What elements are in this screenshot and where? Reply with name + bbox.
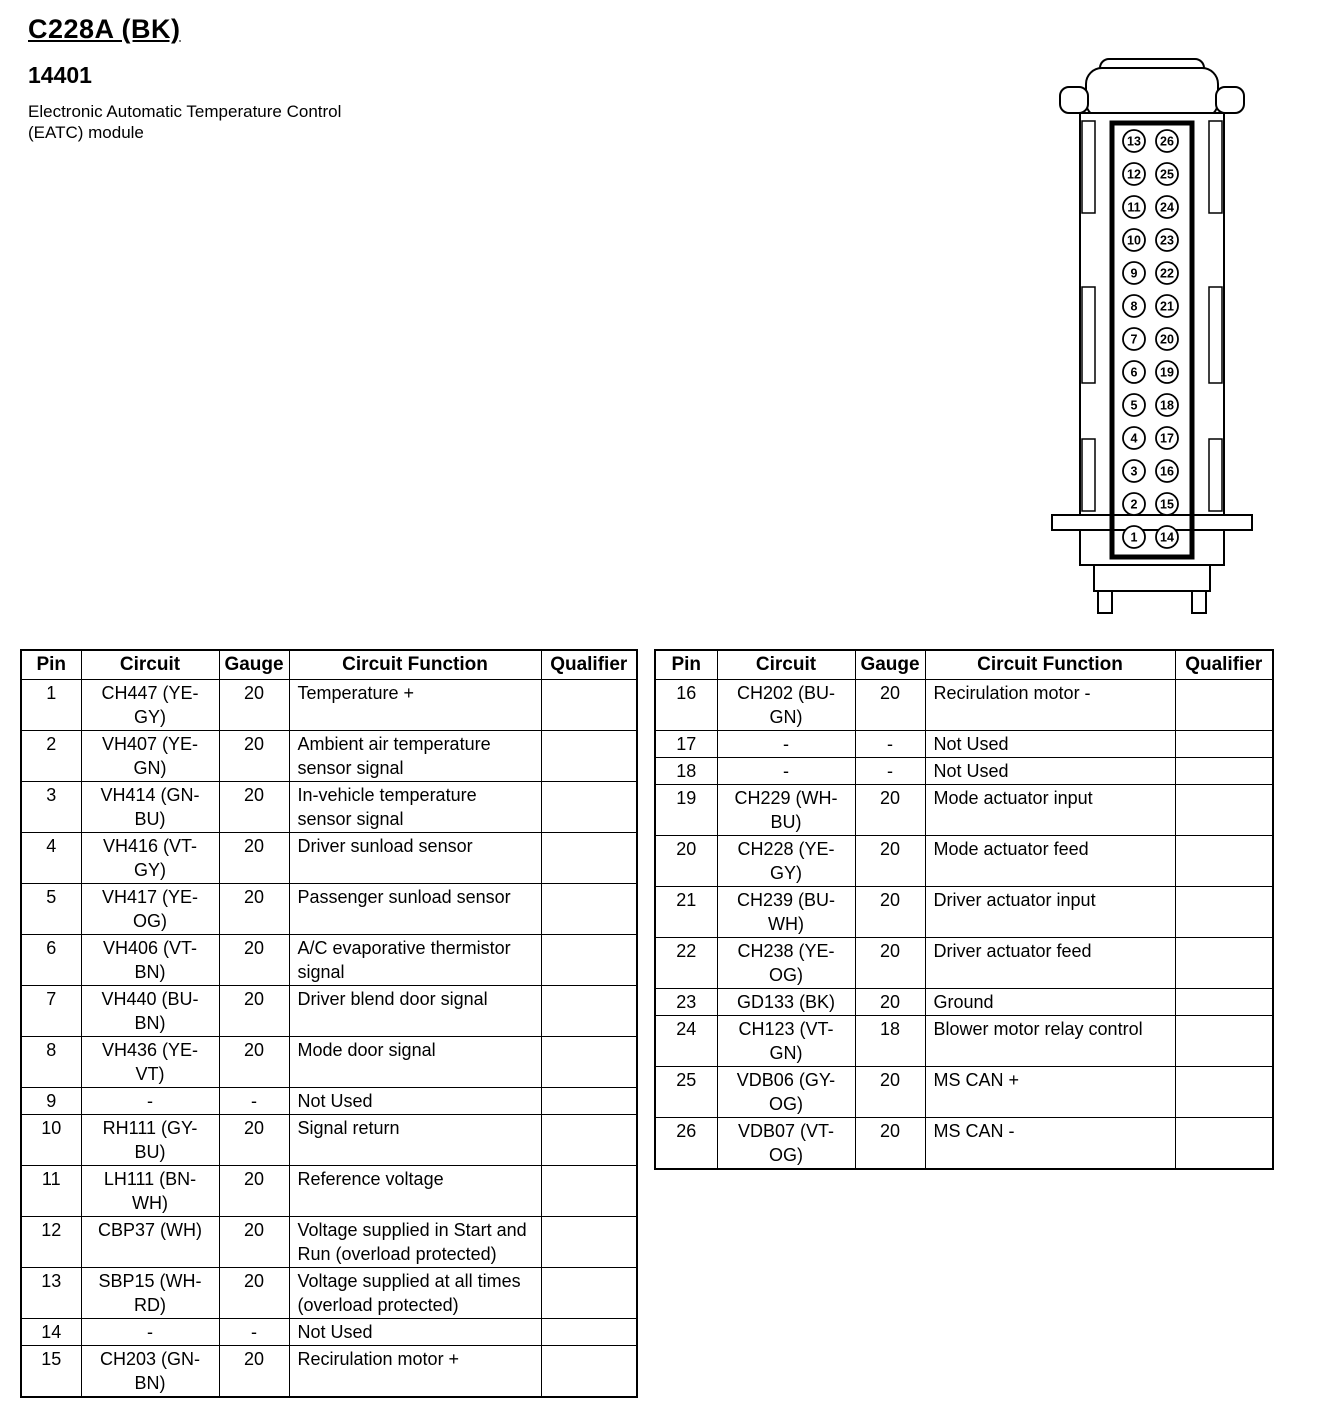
column-header-pin: Pin <box>21 650 81 680</box>
connector-dome <box>1086 68 1218 118</box>
module-description-line1: Electronic Automatic Temperature Control <box>28 102 342 121</box>
svg-text:12: 12 <box>1127 167 1141 182</box>
function-cell: Reference voltage <box>289 1166 541 1217</box>
pin-row <box>21 1166 637 1217</box>
svg-text:18: 18 <box>1160 398 1174 413</box>
qualifier-cell <box>541 680 637 731</box>
pin-row <box>655 680 1273 731</box>
connector-slot <box>1082 287 1095 383</box>
pin-cell: 15 <box>21 1346 81 1398</box>
column-header-circuit: Circuit <box>81 650 219 680</box>
pin-cell: 2 <box>21 731 81 782</box>
circuit-cell: GD133 (BK) <box>717 989 855 1016</box>
column-header-gauge: Gauge <box>855 650 925 680</box>
qualifier-cell <box>1175 785 1273 836</box>
circuit-cell: VH406 (VT-BN) <box>81 935 219 986</box>
qualifier-cell <box>1175 731 1273 758</box>
pin-row <box>655 989 1273 1016</box>
pin-cell: 7 <box>21 986 81 1037</box>
function-cell: Not Used <box>289 1319 541 1346</box>
pin-row <box>655 1016 1273 1067</box>
qualifier-cell <box>541 1268 637 1319</box>
connector-pin-23 <box>1156 229 1178 251</box>
qualifier-cell <box>541 782 637 833</box>
connector-foot-right <box>1192 591 1206 613</box>
module-description-line2: (EATC) module <box>28 123 144 142</box>
connector-pin-2 <box>1123 493 1145 515</box>
function-cell: Mode actuator feed <box>925 836 1175 887</box>
gauge-cell: - <box>855 731 925 758</box>
gauge-cell: - <box>219 1319 289 1346</box>
pin-row <box>21 1037 637 1088</box>
svg-text:9: 9 <box>1130 266 1138 281</box>
svg-text:17: 17 <box>1160 431 1174 446</box>
pin-cell: 24 <box>655 1016 717 1067</box>
gauge-cell: 20 <box>855 938 925 989</box>
pin-row <box>655 938 1273 989</box>
gauge-cell: - <box>855 758 925 785</box>
circuit-cell: VH440 (BU-BN) <box>81 986 219 1037</box>
pinout-table-left <box>20 649 638 1398</box>
connector-pin-4 <box>1123 427 1145 449</box>
gauge-cell: - <box>219 1088 289 1115</box>
connector-slot <box>1082 121 1095 213</box>
qualifier-cell <box>541 935 637 986</box>
connector-slot <box>1209 287 1222 383</box>
function-cell: Driver sunload sensor <box>289 833 541 884</box>
svg-text:24: 24 <box>1160 200 1174 215</box>
qualifier-cell <box>1175 938 1273 989</box>
connector-pin-19 <box>1156 361 1178 383</box>
pin-row <box>21 1319 637 1346</box>
column-header-circuit-function: Circuit Function <box>289 650 541 680</box>
connector-pin-8 <box>1123 295 1145 317</box>
pin-row <box>21 1217 637 1268</box>
svg-text:15: 15 <box>1160 497 1174 512</box>
circuit-cell: CBP37 (WH) <box>81 1217 219 1268</box>
gauge-cell: 20 <box>219 1268 289 1319</box>
function-cell: Mode actuator input <box>925 785 1175 836</box>
function-cell: MS CAN - <box>925 1118 1175 1170</box>
pin-cell: 23 <box>655 989 717 1016</box>
function-cell: Ground <box>925 989 1175 1016</box>
connector-pin-11 <box>1123 196 1145 218</box>
circuit-cell: SBP15 (WH-RD) <box>81 1268 219 1319</box>
svg-text:23: 23 <box>1160 233 1174 248</box>
connector-flange <box>1052 515 1252 530</box>
svg-text:22: 22 <box>1160 266 1174 281</box>
connector-pin-26 <box>1156 130 1178 152</box>
gauge-cell: 20 <box>219 935 289 986</box>
pin-row <box>21 884 637 935</box>
pin-row <box>21 1088 637 1115</box>
pin-cell: 5 <box>21 884 81 935</box>
gauge-cell: 20 <box>219 1346 289 1398</box>
connector-pin-7 <box>1123 328 1145 350</box>
gauge-cell: 20 <box>855 680 925 731</box>
function-cell: Recirulation motor + <box>289 1346 541 1398</box>
pin-cell: 22 <box>655 938 717 989</box>
pin-row <box>21 986 637 1037</box>
circuit-cell: VDB06 (GY-OG) <box>717 1067 855 1118</box>
connector-slot <box>1082 439 1095 511</box>
connector-base <box>1094 565 1210 591</box>
qualifier-cell <box>541 1115 637 1166</box>
function-cell: Recirulation motor - <box>925 680 1175 731</box>
svg-text:1: 1 <box>1130 530 1138 545</box>
qualifier-cell <box>1175 989 1273 1016</box>
svg-text:8: 8 <box>1130 299 1138 314</box>
circuit-cell: CH239 (BU-WH) <box>717 887 855 938</box>
pin-cell: 13 <box>21 1268 81 1319</box>
svg-text:20: 20 <box>1160 332 1174 347</box>
function-cell: Not Used <box>925 758 1175 785</box>
header-row <box>21 650 637 680</box>
circuit-cell: CH447 (YE-GY) <box>81 680 219 731</box>
function-cell: Passenger sunload sensor <box>289 884 541 935</box>
circuit-cell: VH407 (YE-GN) <box>81 731 219 782</box>
connector-pin-1 <box>1123 526 1145 548</box>
qualifier-cell <box>541 1088 637 1115</box>
pin-cell: 11 <box>21 1166 81 1217</box>
function-cell: In-vehicle temperature sensor signal <box>289 782 541 833</box>
circuit-cell: - <box>81 1088 219 1115</box>
connector-pin-10 <box>1123 229 1145 251</box>
qualifier-cell <box>541 1319 637 1346</box>
circuit-cell: - <box>717 731 855 758</box>
qualifier-cell <box>541 1166 637 1217</box>
svg-text:19: 19 <box>1160 365 1174 380</box>
svg-text:5: 5 <box>1130 398 1138 413</box>
pin-cell: 10 <box>21 1115 81 1166</box>
svg-text:16: 16 <box>1160 464 1174 479</box>
qualifier-cell <box>541 833 637 884</box>
connector-face-diagram <box>1042 55 1262 615</box>
pin-cell: 26 <box>655 1118 717 1170</box>
connector-pin-9 <box>1123 262 1145 284</box>
connector-pin-22 <box>1156 262 1178 284</box>
svg-text:7: 7 <box>1130 332 1138 347</box>
connector-pin-21 <box>1156 295 1178 317</box>
function-cell: Not Used <box>925 731 1175 758</box>
connector-pin-5 <box>1123 394 1145 416</box>
pin-row <box>21 680 637 731</box>
qualifier-cell <box>541 1346 637 1398</box>
svg-text:4: 4 <box>1130 431 1138 446</box>
pin-cell: 21 <box>655 887 717 938</box>
pin-row <box>655 1067 1273 1118</box>
column-header-gauge: Gauge <box>219 650 289 680</box>
connector-right-ear <box>1216 87 1244 113</box>
qualifier-cell <box>1175 758 1273 785</box>
qualifier-cell <box>1175 887 1273 938</box>
svg-text:11: 11 <box>1127 200 1141 215</box>
part-number: 14401 <box>28 62 92 88</box>
svg-text:25: 25 <box>1160 167 1174 182</box>
pin-cell: 25 <box>655 1067 717 1118</box>
function-cell: Voltage supplied in Start and Run (overload protected) <box>289 1217 541 1268</box>
gauge-cell: 20 <box>219 884 289 935</box>
pin-cell: 4 <box>21 833 81 884</box>
pin-cell: 3 <box>21 782 81 833</box>
circuit-cell: VH417 (YE-OG) <box>81 884 219 935</box>
svg-text:26: 26 <box>1160 134 1174 149</box>
circuit-cell: CH202 (BU-GN) <box>717 680 855 731</box>
qualifier-cell <box>541 731 637 782</box>
pin-cell: 6 <box>21 935 81 986</box>
qualifier-cell <box>1175 1067 1273 1118</box>
gauge-cell: 18 <box>855 1016 925 1067</box>
function-cell: Driver actuator feed <box>925 938 1175 989</box>
qualifier-cell <box>541 1037 637 1088</box>
pin-row <box>655 1118 1273 1170</box>
svg-text:10: 10 <box>1127 233 1141 248</box>
pin-row <box>655 758 1273 785</box>
connector-pin-18 <box>1156 394 1178 416</box>
gauge-cell: 20 <box>855 887 925 938</box>
function-cell: MS CAN + <box>925 1067 1175 1118</box>
column-header-pin: Pin <box>655 650 717 680</box>
pin-cell: 12 <box>21 1217 81 1268</box>
qualifier-cell <box>1175 1016 1273 1067</box>
pin-cell: 14 <box>21 1319 81 1346</box>
connector-body <box>1080 113 1224 565</box>
circuit-cell: CH238 (YE-OG) <box>717 938 855 989</box>
gauge-cell: 20 <box>219 986 289 1037</box>
connector-pin-12 <box>1123 163 1145 185</box>
svg-text:3: 3 <box>1130 464 1138 479</box>
circuit-cell: CH203 (GN-BN) <box>81 1346 219 1398</box>
connector-pin-20 <box>1156 328 1178 350</box>
connector-left-ear <box>1060 87 1088 113</box>
gauge-cell: 20 <box>219 782 289 833</box>
connector-pin-15 <box>1156 493 1178 515</box>
column-header-circuit: Circuit <box>717 650 855 680</box>
column-header-qualifier: Qualifier <box>541 650 637 680</box>
gauge-cell: 20 <box>219 833 289 884</box>
connector-pin-13 <box>1123 130 1145 152</box>
pin-cell: 18 <box>655 758 717 785</box>
qualifier-cell <box>541 884 637 935</box>
connector-pin-25 <box>1156 163 1178 185</box>
function-cell: Mode door signal <box>289 1037 541 1088</box>
gauge-cell: 20 <box>855 785 925 836</box>
pin-cell: 16 <box>655 680 717 731</box>
function-cell: Signal return <box>289 1115 541 1166</box>
qualifier-cell <box>541 1217 637 1268</box>
circuit-cell: - <box>81 1319 219 1346</box>
gauge-cell: 20 <box>219 680 289 731</box>
pin-row <box>21 731 637 782</box>
qualifier-cell <box>1175 680 1273 731</box>
gauge-cell: 20 <box>855 836 925 887</box>
function-cell: Driver blend door signal <box>289 986 541 1037</box>
connector-pin-3 <box>1123 460 1145 482</box>
circuit-cell: CH229 (WH-BU) <box>717 785 855 836</box>
circuit-cell: CH228 (YE-GY) <box>717 836 855 887</box>
qualifier-cell <box>1175 836 1273 887</box>
connector-slot <box>1209 121 1222 213</box>
svg-text:2: 2 <box>1130 497 1138 512</box>
pin-row <box>21 1346 637 1398</box>
function-cell: Voltage supplied at all times (overload protected) <box>289 1268 541 1319</box>
gauge-cell: 20 <box>219 1217 289 1268</box>
gauge-cell: 20 <box>219 1166 289 1217</box>
pin-row <box>21 1115 637 1166</box>
circuit-cell: LH111 (BN-WH) <box>81 1166 219 1217</box>
function-cell: Ambient air temperature sensor signal <box>289 731 541 782</box>
pinout-table-right <box>654 649 1274 1170</box>
pin-cell: 1 <box>21 680 81 731</box>
connector-pin-17 <box>1156 427 1178 449</box>
function-cell: Temperature + <box>289 680 541 731</box>
header-row <box>655 650 1273 680</box>
function-cell: A/C evaporative thermistor signal <box>289 935 541 986</box>
pin-row <box>655 836 1273 887</box>
circuit-cell: RH111 (GY-BU) <box>81 1115 219 1166</box>
connector-pin-24 <box>1156 196 1178 218</box>
connector-pin-14 <box>1156 526 1178 548</box>
pin-row <box>655 887 1273 938</box>
function-cell: Not Used <box>289 1088 541 1115</box>
circuit-cell: CH123 (VT-GN) <box>717 1016 855 1067</box>
circuit-cell: VH414 (GN-BU) <box>81 782 219 833</box>
circuit-cell: - <box>717 758 855 785</box>
circuit-cell: VDB07 (VT-OG) <box>717 1118 855 1170</box>
function-cell: Driver actuator input <box>925 887 1175 938</box>
gauge-cell: 20 <box>855 1118 925 1170</box>
pin-cell: 17 <box>655 731 717 758</box>
pin-row <box>21 833 637 884</box>
connector-slot <box>1209 439 1222 511</box>
function-cell: Blower motor relay control <box>925 1016 1175 1067</box>
connector-foot-left <box>1098 591 1112 613</box>
qualifier-cell <box>541 986 637 1037</box>
connector-id-title: C228A (BK) <box>28 14 181 44</box>
pin-cell: 8 <box>21 1037 81 1088</box>
circuit-cell: VH436 (YE-VT) <box>81 1037 219 1088</box>
pin-cell: 20 <box>655 836 717 887</box>
gauge-cell: 20 <box>219 731 289 782</box>
svg-text:21: 21 <box>1160 299 1174 314</box>
connector-pin-16 <box>1156 460 1178 482</box>
svg-text:6: 6 <box>1130 365 1138 380</box>
pin-row <box>21 935 637 986</box>
gauge-cell: 20 <box>855 989 925 1016</box>
pin-cell: 9 <box>21 1088 81 1115</box>
connector-pin-6 <box>1123 361 1145 383</box>
gauge-cell: 20 <box>219 1115 289 1166</box>
pin-row <box>21 1268 637 1319</box>
pin-row <box>655 731 1273 758</box>
module-description <box>28 101 341 143</box>
gauge-cell: 20 <box>855 1067 925 1118</box>
pin-row <box>655 785 1273 836</box>
column-header-circuit-function: Circuit Function <box>925 650 1175 680</box>
column-header-qualifier: Qualifier <box>1175 650 1273 680</box>
pin-row <box>21 782 637 833</box>
circuit-cell: VH416 (VT-GY) <box>81 833 219 884</box>
pin-cell: 19 <box>655 785 717 836</box>
gauge-cell: 20 <box>219 1037 289 1088</box>
qualifier-cell <box>1175 1118 1273 1170</box>
svg-text:13: 13 <box>1127 134 1141 149</box>
svg-text:14: 14 <box>1160 530 1174 545</box>
